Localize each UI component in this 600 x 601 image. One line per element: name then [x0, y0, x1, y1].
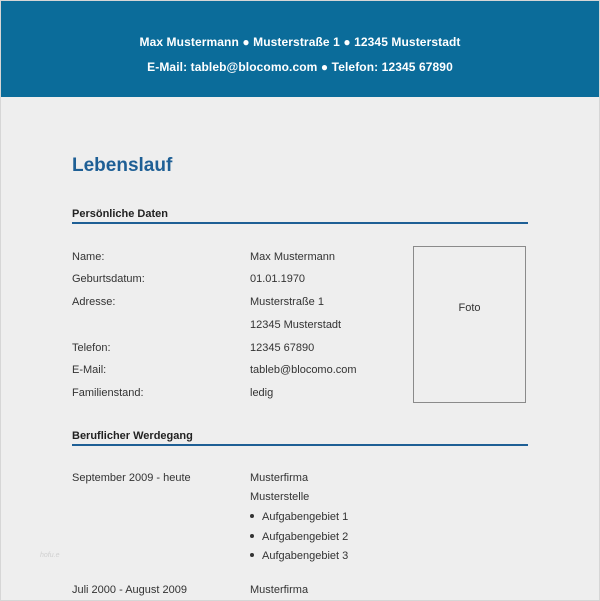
- task-list-item: [250, 550, 348, 562]
- section-divider: [72, 222, 528, 224]
- section-heading-career: [72, 430, 528, 442]
- watermark: hofu.e: [40, 552, 60, 559]
- email-label: E-Mail:: [72, 364, 107, 376]
- birthdate-value: 01.01.1970: [250, 273, 306, 285]
- document-title: Lebenslauf: [72, 155, 173, 176]
- address-city: 12345 Musterstadt: [250, 319, 342, 331]
- phone-value: 12345 67890: [250, 342, 315, 354]
- photo-label: Foto: [458, 302, 481, 314]
- bullet-icon: [250, 534, 254, 538]
- task-list-item: [250, 531, 348, 543]
- section-heading-personal-label: Persönliche Daten: [72, 208, 168, 220]
- career-company: Musterfirma: [250, 584, 309, 596]
- contact-header: [0, 0, 600, 97]
- career-period: Juli 2000 - August 2009: [72, 584, 187, 596]
- section-divider: [72, 444, 528, 446]
- section-heading-personal: [72, 208, 528, 220]
- address-street: Musterstraße 1: [250, 296, 324, 308]
- bullet-icon: [250, 514, 254, 518]
- section-heading-career-label: Beruflicher Werdegang: [72, 430, 193, 442]
- task-label: Aufgabengebiet 3: [262, 550, 349, 562]
- header-address-line: Max Mustermann ● Musterstraße 1 ● 12345 Musterstadt: [139, 35, 461, 49]
- task-label: Aufgabengebiet 1: [262, 511, 349, 523]
- task-list-item: [250, 511, 348, 523]
- header-contact-line: E-Mail: tableb@blocomo.com ● Telefon: 12345 67890: [147, 60, 453, 74]
- photo-placeholder: [413, 246, 526, 403]
- name-label: Name:: [72, 251, 105, 263]
- bullet-icon: [250, 553, 254, 557]
- address-label: Adresse:: [72, 296, 116, 308]
- birthdate-label: Geburtsdatum:: [72, 273, 145, 285]
- career-company: Musterfirma: [250, 472, 309, 484]
- marital-status-value: ledig: [250, 387, 274, 399]
- name-value: Max Mustermann: [250, 251, 335, 263]
- marital-status-label: Familienstand:: [72, 387, 144, 399]
- task-label: Aufgabengebiet 2: [262, 531, 349, 543]
- career-period: September 2009 - heute: [72, 472, 191, 484]
- email-value: tableb@blocomo.com: [250, 364, 357, 376]
- phone-label: Telefon:: [72, 342, 111, 354]
- career-position: Musterstelle: [250, 491, 310, 503]
